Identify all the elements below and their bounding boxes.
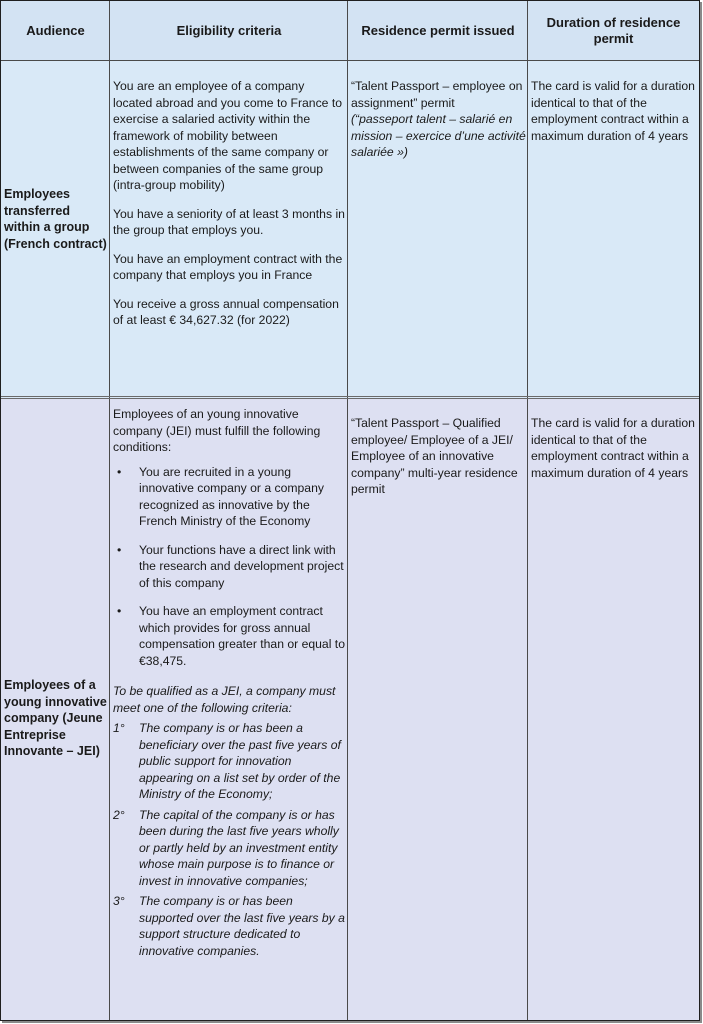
- header-duration-label: Duration of residence permit: [546, 15, 681, 46]
- header-permit: [348, 1, 528, 61]
- bullet-dot: •: [117, 604, 122, 618]
- audience-jei: Employees of a young innovative company (Jeune Entreprise Innovante – JEI): [4, 678, 107, 758]
- bullet-text: You have an employment contract which provides for gross annual compensation greater than or equal to €38,475.: [139, 604, 345, 668]
- eligibility-intra-group: [113, 78, 345, 341]
- eligibility-bullet: [113, 464, 345, 530]
- qualify-intro: To be qualified as a JEI, a company must meet one of the following criteria:: [113, 684, 336, 715]
- criterion-text: The capital of the company is or has been during the last five years wholly or partly held by an investment entity whose main purpose is to finance or invest in innovative companies;: [139, 807, 339, 888]
- header-eligibility-label: Eligibility criteria: [176, 23, 282, 38]
- header-audience-label: Audience: [26, 23, 85, 38]
- permit-french-name: (“passeport talent – salarié en mission – exercice d’une activité salariée »): [351, 112, 526, 159]
- row-divider: [1, 396, 699, 399]
- criterion-item: [113, 720, 345, 803]
- audience-intra-group: Employees transferred within a group (French contract): [4, 187, 107, 251]
- row-divider: [1, 60, 699, 61]
- eligibility-intro: Employees of an young innovative company (JEI) must fulfill the following conditions:: [113, 407, 321, 454]
- eligibility-bullet: [113, 542, 345, 592]
- criterion-text: The company is or has been supported over the last five years by a support structure dedicated to innovative companies.: [139, 894, 345, 958]
- criterion-text: The company is or has been a beneficiary over the past five years of public support for innovation appearing on a list set by order of the Ministry of the Economy;: [139, 721, 341, 801]
- criterion-item: [113, 807, 345, 890]
- header-permit-label: Residence permit issued: [361, 23, 515, 38]
- eligibility-bullet: [113, 603, 345, 669]
- eligibility-text: You have a seniority of at least 3 months in the group that employs you.: [113, 206, 345, 237]
- criterion-number: 1°: [113, 721, 125, 735]
- eligibility-text: You are an employee of a company located abroad and you come to France to exercise a salaried activity within the framework of mobility between establishments of the same company or between companies of the same group (intra-group mobility): [113, 79, 342, 192]
- criterion-item: [113, 893, 345, 959]
- bullet-dot: •: [117, 464, 122, 479]
- criterion-number: 3°: [113, 894, 125, 908]
- bullet-text: You are recruited in a young innovative company or a company recognized as innovative by the French Ministry of the Economy: [139, 464, 324, 528]
- eligibility-text: You have an employment contract with the company that employs you in France: [113, 251, 343, 282]
- duration-intra-group: The card is valid for a duration identical to that of the employment contract within a maximum duration of 4 years: [531, 79, 695, 143]
- criterion-number: 2°: [113, 807, 125, 822]
- eligibility-jei: [113, 406, 345, 963]
- column-divider: [527, 1, 528, 1020]
- eligibility-text: You receive a gross annual compensation of at least € 34,627.32 (for 2022): [113, 296, 339, 327]
- column-divider: [109, 1, 110, 1020]
- permit-name: “Talent Passport – employee on assignment” permit: [351, 79, 523, 110]
- duration-jei: The card is valid for a duration identical to that of the employment contract within a maximum duration of 4 years: [531, 416, 695, 480]
- header-audience: [1, 1, 110, 61]
- bullet-dot: •: [117, 542, 122, 557]
- bullet-text: Your functions have a direct link with the research and development project of this company: [139, 542, 344, 590]
- column-divider: [347, 1, 348, 1020]
- header-eligibility: [110, 1, 348, 61]
- permit-jei: “Talent Passport – Qualified employee/ Employee of a JEI/ Employee of an innovative company” multi-year residence permit: [351, 416, 518, 496]
- header-duration: [528, 1, 699, 61]
- permit-intra-group: [351, 78, 527, 161]
